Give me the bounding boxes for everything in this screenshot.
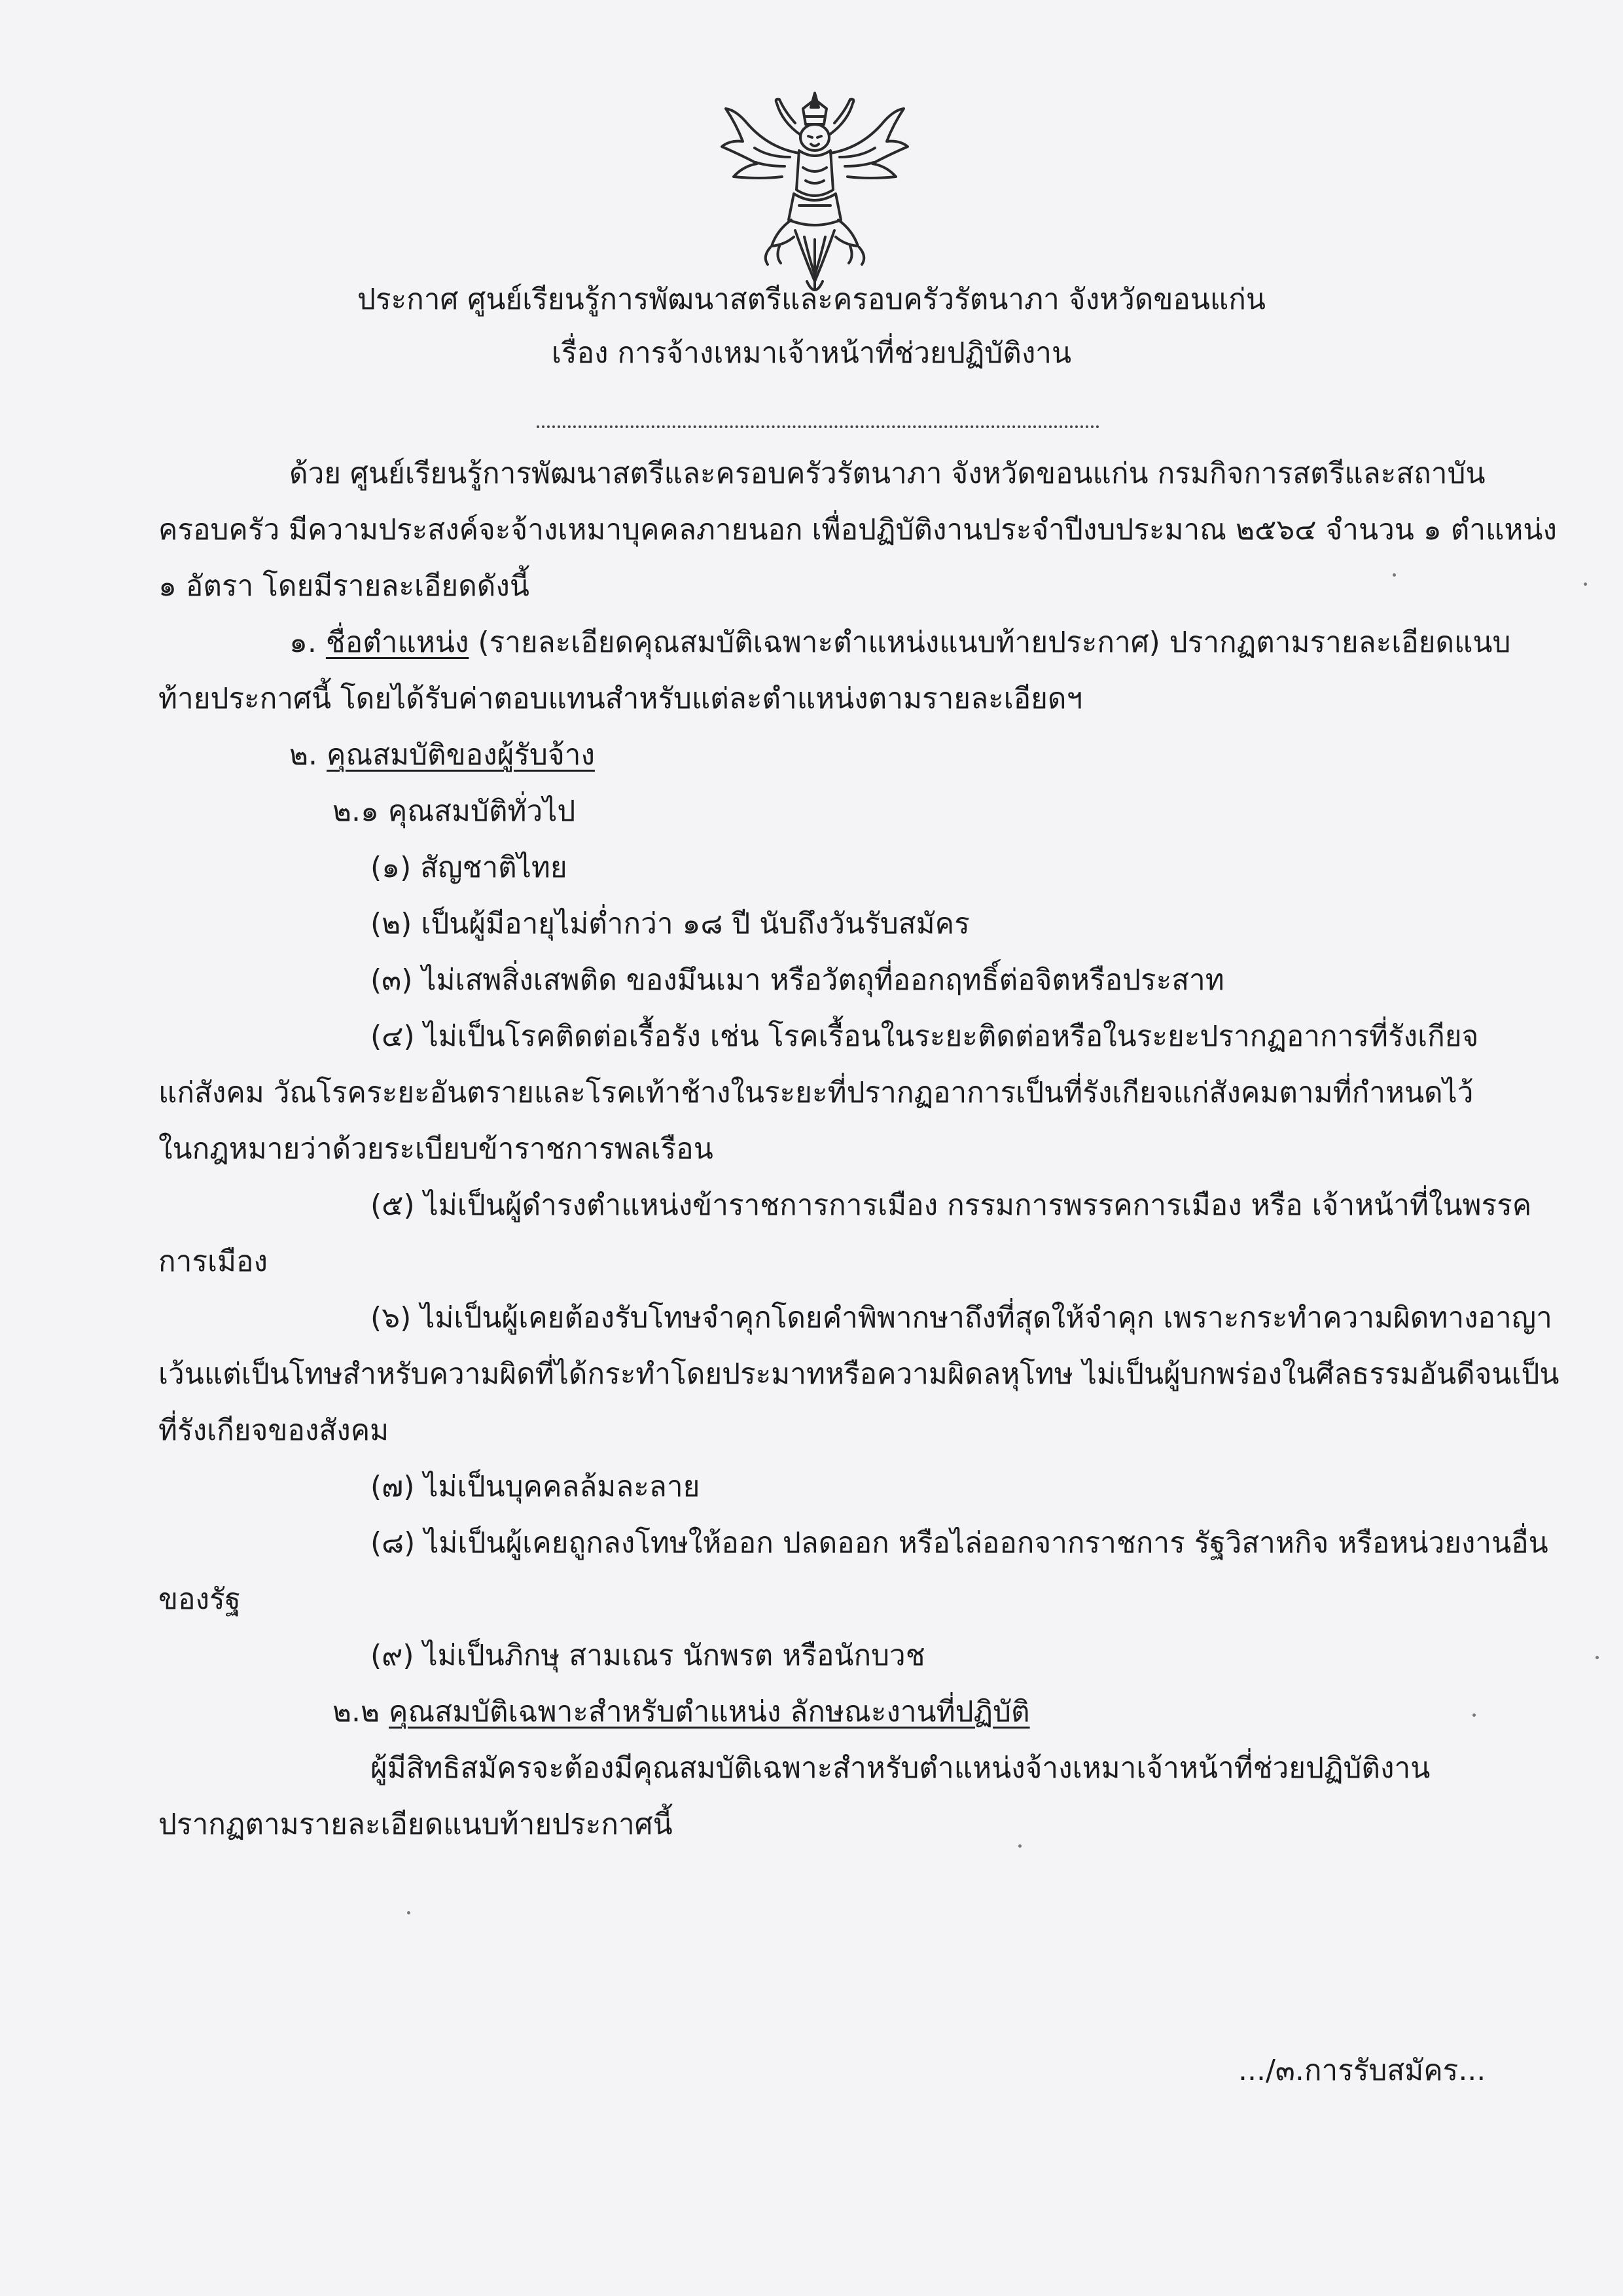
qualification-item-3: (๓) ไม่เสพสิ่งเสพติด ของมึนเมา หรือวัตถุที่ออกฤทธิ์ต่อจิตหรือประสาท [370, 963, 1224, 997]
intro-line-1: ด้วย ศูนย์เรียนรู้การพัฒนาสตรีและครอบครัวรัตนาภา จังหวัดขอนแก่น กรมกิจการสตรีและสถาบัน [289, 457, 1486, 490]
qualification-item-7: (๗) ไม่เป็นบุคคลล้มละลาย [370, 1470, 700, 1503]
section-1-line-1 [289, 623, 1510, 662]
qualification-item-1: (๑) สัญชาติไทย [370, 851, 567, 884]
qualification-item-6-line-2: เว้นแต่เป็นโทษสำหรับความผิดที่ได้กระทำโดยประมาทหรือความผิดลหุโทษ ไม่เป็นผู้บกพร่องในศีลธรรมอันดีจนเป็น [158, 1357, 1560, 1391]
scan-speck [407, 1911, 410, 1914]
qualification-item-4-line-1: (๔) ไม่เป็นโรคติดต่อเรื้อรัง เช่น โรคเรื้อนในระยะติดต่อหรือในระยะปรากฏอาการที่รังเกียจ [370, 1020, 1479, 1053]
announcement-title: ประกาศ ศูนย์เรียนรู้การพัฒนาสตรีและครอบครัวรัตนาภา จังหวัดขอนแก่น [357, 283, 1266, 316]
scan-speck [1584, 583, 1587, 586]
continuation-note: .../๓.การรับสมัคร... [1238, 2054, 1486, 2087]
scan-speck [1472, 1713, 1476, 1717]
subsection-2-2-text-line-2: ปรากฏตามรายละเอียดแนบท้ายประกาศนี้ [158, 1808, 673, 1841]
announcement-subject: เรื่อง การจ้างเหมาเจ้าหน้าที่ช่วยปฏิบัติงาน [551, 336, 1072, 370]
qualification-item-8-line-1: (๘) ไม่เป็นผู้เคยถูกลงโทษให้ออก ปลดออก หรือไล่ออกจากราชการ รัฐวิสาหกิจ หรือหน่วยงานอื่น [370, 1526, 1548, 1560]
qualification-item-8-line-2: ของรัฐ [158, 1583, 241, 1616]
section-2-heading-line [289, 736, 595, 775]
section-1-line-2: ท้ายประกาศนี้ โดยได้รับค่าตอบแทนสำหรับแต่ละตำแหน่งตามรายละเอียดฯ [158, 682, 1083, 715]
subsection-2-2-heading-line [332, 1693, 1030, 1732]
section-1-text: (รายละเอียดคุณสมบัติเฉพาะตำแหน่งแนบท้ายประกาศ) ปรากฏตามรายละเอียดแนบ [469, 626, 1511, 659]
qualification-item-4-line-3: ในกฎหมายว่าด้วยระเบียบข้าราชการพลเรือน [158, 1132, 713, 1166]
qualification-item-4-line-2: แก่สังคม วัณโรคระยะอันตรายและโรคเท้าช้างในระยะที่ปรากฏอาการเป็นที่รังเกียจแก่สังคมตามที่กำหนดไว้ [158, 1076, 1474, 1109]
subsection-2-2-number: ๒.๒ [332, 1695, 380, 1729]
subsection-2-2-heading: คุณสมบัติเฉพาะสำหรับตำแหน่ง ลักษณะงานที่ปฏิบัติ [389, 1695, 1030, 1729]
qualification-item-5-line-2: การเมือง [158, 1245, 268, 1278]
scan-speck [1018, 1844, 1022, 1848]
scan-speck [1596, 1656, 1599, 1659]
section-1-heading: ชื่อตำแหน่ง [325, 626, 469, 659]
qualification-item-6-line-1: (๖) ไม่เป็นผู้เคยต้องรับโทษจำคุกโดยคำพิพากษาถึงที่สุดให้จำคุก เพราะกระทำความผิดทางอาญา [370, 1301, 1552, 1335]
scan-speck [1393, 573, 1396, 577]
garuda-emblem-icon [717, 85, 913, 301]
section-2-number: ๒. [289, 738, 317, 772]
section-2-heading: คุณสมบัติของผู้รับจ้าง [327, 738, 595, 772]
section-1-number: ๑. [289, 626, 317, 659]
qualification-item-9: (๙) ไม่เป็นภิกษุ สามเณร นักพรต หรือนักบวช [370, 1639, 925, 1672]
title-divider [537, 425, 1099, 428]
qualification-item-2: (๒) เป็นผู้มีอายุไม่ต่ำกว่า ๑๘ ปี นับถึงวันรับสมัคร [370, 907, 970, 941]
subsection-2-1-heading: ๒.๑ คุณสมบัติทั่วไป [332, 795, 576, 828]
qualification-item-5-line-1: (๕) ไม่เป็นผู้ดำรงตำแหน่งข้าราชการการเมือง กรรมการพรรคการเมือง หรือ เจ้าหน้าที่ในพรรค [370, 1189, 1532, 1222]
qualification-item-6-line-3: ที่รังเกียจของสังคม [158, 1414, 389, 1447]
intro-line-2: ครอบครัว มีความประสงค์จะจ้างเหมาบุคคลภายนอก เพื่อปฏิบัติงานประจำปีงบประมาณ ๒๕๖๔ จำนวน ๑ ตำแหน่ง [158, 513, 1557, 547]
subsection-2-2-text-line-1: ผู้มีสิทธิสมัครจะต้องมีคุณสมบัติเฉพาะสำหรับตำแหน่งจ้างเหมาเจ้าหน้าที่ช่วยปฏิบัติงาน [370, 1751, 1431, 1785]
intro-line-3: ๑ อัตรา โดยมีรายละเอียดดังนี้ [158, 569, 529, 603]
